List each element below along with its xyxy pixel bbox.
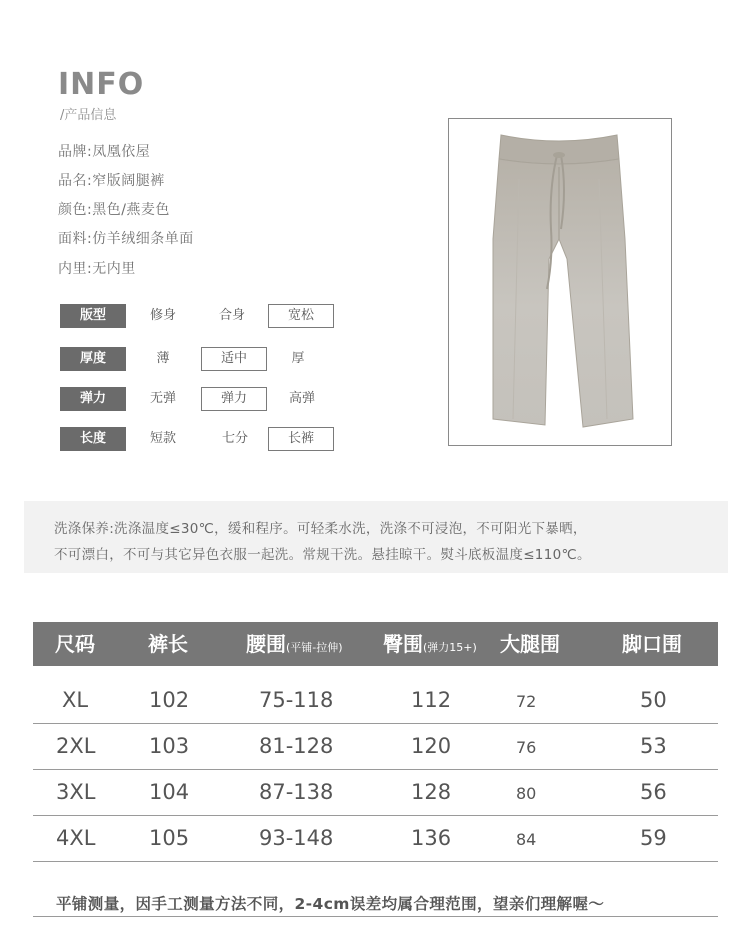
- spec-color: 颜色:黑色/燕麦色: [58, 202, 170, 218]
- header-hip-note: (弹力15+): [423, 641, 477, 654]
- attr-label-thickness: 厚度: [60, 347, 126, 371]
- cell-hem: 50: [640, 688, 667, 712]
- cell-hip: 120: [411, 734, 452, 758]
- cell-thigh: 72: [516, 692, 537, 711]
- table-row: [33, 815, 718, 862]
- attr-option: 短款: [149, 431, 176, 446]
- pants-illustration: [449, 119, 671, 445]
- cell-hem: 59: [640, 826, 667, 850]
- header-waist-note: (平铺-拉伸): [286, 641, 343, 654]
- cell-thigh: 84: [516, 830, 537, 849]
- cell-length: 104: [149, 780, 190, 804]
- size-table-header: [33, 622, 718, 666]
- attr-label-stretch: 弹力: [60, 387, 126, 411]
- header-length: 裤长: [148, 632, 188, 656]
- spec-name: 品名:窄版阔腿裤: [58, 173, 165, 189]
- cell-hip: 128: [411, 780, 452, 804]
- header-size: 尺码: [55, 632, 95, 656]
- cell-hem: 53: [640, 734, 667, 758]
- attr-option-selected: 长裤: [268, 427, 334, 451]
- attr-option: 薄: [156, 351, 170, 366]
- attr-option-selected: 宽松: [268, 304, 334, 328]
- cell-size: XL: [62, 688, 89, 712]
- cell-waist: 75-118: [259, 688, 334, 712]
- cell-hip: 136: [411, 826, 452, 850]
- header-hip: 臀围(弹力15+): [383, 632, 477, 656]
- divider: [33, 916, 718, 917]
- attr-option: 厚: [291, 351, 305, 366]
- cell-size: 4XL: [56, 826, 96, 850]
- attr-option: 合身: [218, 308, 245, 323]
- cell-waist: 93-148: [259, 826, 334, 850]
- attr-label-length: 长度: [60, 427, 126, 451]
- care-text-line1: 洗涤保养:洗涤温度≤30℃，缓和程序。可轻柔水洗，洗涤不可浸泡，不可阳光下暴晒，: [54, 521, 587, 537]
- cell-size: 2XL: [56, 734, 96, 758]
- info-subtitle: /产品信息: [60, 108, 117, 123]
- care-text-line2: 不可漂白，不可与其它异色衣服一起洗。常规干洗。悬挂晾干。熨斗底板温度≤110℃。: [54, 547, 591, 563]
- cell-hem: 56: [640, 780, 667, 804]
- cell-length: 105: [149, 826, 190, 850]
- cell-hip: 112: [411, 688, 452, 712]
- attr-option: 高弹: [288, 391, 315, 406]
- cell-waist: 87-138: [259, 780, 334, 804]
- cell-length: 102: [149, 688, 190, 712]
- spec-fabric: 面料:仿羊绒细条单面: [58, 231, 194, 247]
- cell-waist: 81-128: [259, 734, 334, 758]
- header-hem: 脚口围: [622, 632, 682, 656]
- table-row: [33, 723, 718, 770]
- attr-label-fit: 版型: [60, 304, 126, 328]
- cell-thigh: 80: [516, 784, 537, 803]
- attr-option-selected: 适中: [201, 347, 267, 371]
- attr-option-selected: 弹力: [201, 387, 267, 411]
- attr-option: 修身: [149, 308, 176, 323]
- cell-thigh: 76: [516, 738, 537, 757]
- product-photo: [448, 118, 672, 446]
- spec-brand: 品牌:凤凰依屋: [58, 144, 151, 160]
- header-waist: 腰围(平铺-拉伸): [246, 632, 343, 656]
- measurement-note: 平铺测量，因手工测量方法不同，2-4cm误差均属合理范围，望亲们理解喔～: [56, 895, 605, 913]
- attr-option: 七分: [221, 431, 248, 446]
- table-row: [33, 769, 718, 816]
- header-thigh: 大腿围: [500, 632, 560, 656]
- attr-option: 无弹: [149, 391, 176, 406]
- cell-length: 103: [149, 734, 190, 758]
- info-title: INFO: [58, 67, 145, 102]
- spec-lining: 内里:无内里: [58, 261, 136, 277]
- cell-size: 3XL: [56, 780, 96, 804]
- table-row: [33, 677, 718, 724]
